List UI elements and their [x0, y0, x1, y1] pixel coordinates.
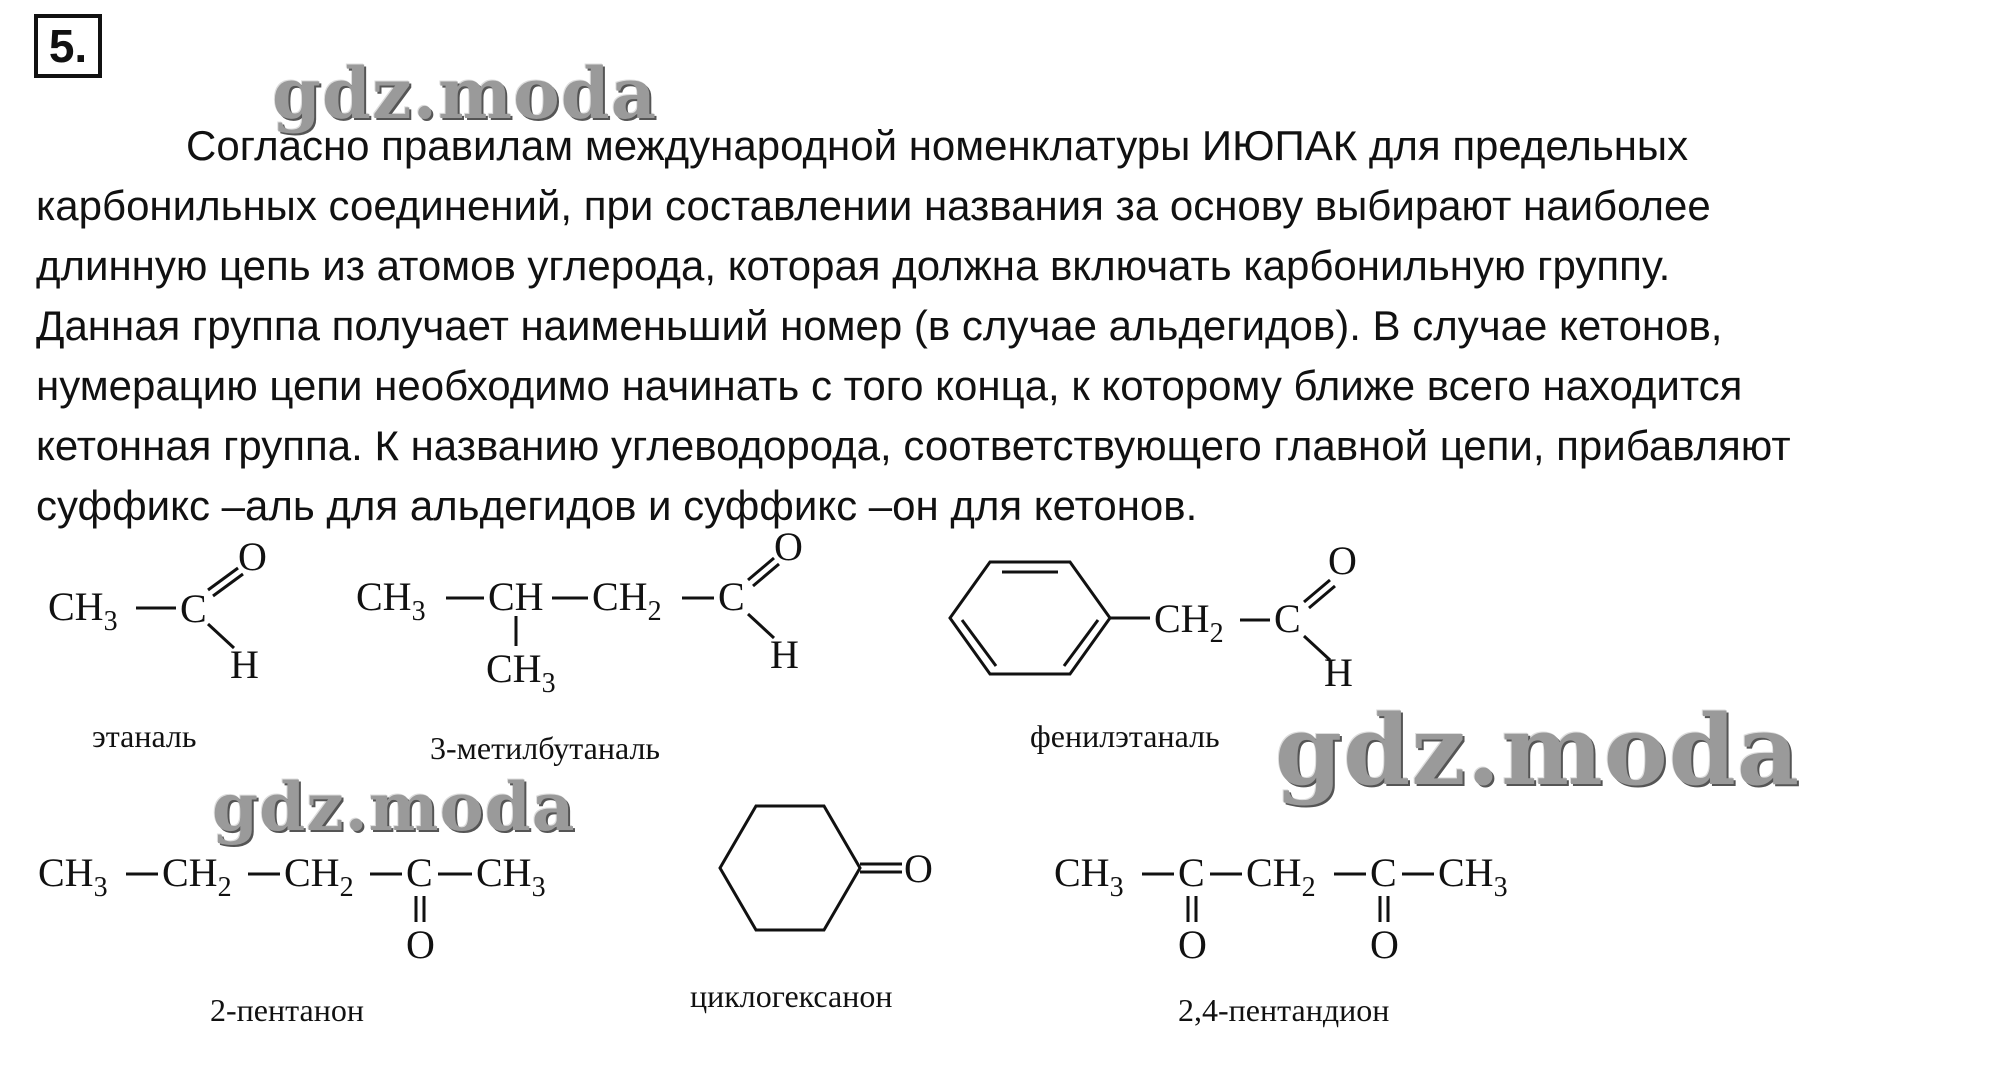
svg-text:O: O — [1370, 922, 1399, 967]
svg-text:H: H — [770, 632, 799, 677]
svg-text:CH2: $CH_2$ — [592, 574, 662, 627]
compound-name: этаналь — [92, 718, 197, 754]
3-methylbutanal-structure — [356, 524, 856, 710]
svg-text:CH2: $CH_2$ — [1154, 596, 1224, 649]
watermark-left: gdz.moda — [212, 768, 576, 846]
watermark-top: gdz.moda — [272, 52, 658, 135]
svg-text:O: O — [406, 922, 435, 967]
svg-text:CH3: $CH_3$ — [48, 584, 118, 637]
svg-text:O: O — [904, 846, 933, 891]
2-pentanone-structure — [38, 842, 578, 972]
svg-text:C: C — [1178, 850, 1205, 895]
watermark-right: gdz.moda — [1275, 694, 1801, 807]
paragraph-line: карбонильных соединений, при составлении названия за основу выбирают наиболее — [36, 182, 1711, 229]
svg-text:CH2: $CH_2$ — [1246, 850, 1316, 903]
svg-text:C: C — [180, 586, 207, 631]
paragraph-line: кетонная группа. К названию углеводорода, соответствующего главной цепи, прибавляют — [36, 422, 1791, 469]
compound-name: 3-метилбутаналь — [430, 730, 660, 766]
svg-text:O: O — [1328, 538, 1357, 583]
svg-text:CH2: $CH_2$ — [162, 850, 232, 903]
svg-text:C: C — [406, 850, 433, 895]
svg-text:CH3: $CH_3$ — [476, 850, 546, 903]
svg-text:H: H — [1324, 650, 1353, 695]
svg-text:C: C — [1274, 596, 1301, 641]
ethanal-structure — [48, 534, 288, 690]
svg-text:CH: CH — [488, 574, 544, 619]
svg-text:CH3: $CH_3$ — [1438, 850, 1508, 903]
svg-text:C: C — [718, 574, 745, 619]
phenylethanal-structure — [910, 538, 1357, 695]
task-number: 5. — [34, 14, 102, 78]
svg-text:H: H — [230, 642, 259, 687]
2,4-pentanedione-structure — [1054, 842, 1574, 972]
paragraph-line: нумерацию цепи необходимо начинать с того конца, к которому ближе всего находится — [36, 362, 1743, 409]
compound-name: 2-пентанон — [210, 992, 364, 1028]
paragraph-line: длинную цепь из атомов углерода, которая должна включать карбонильную группу. — [36, 242, 1671, 289]
paragraph-line: Данная группа получает наименьший номер (в случае альдегидов). В случае кетонов, — [36, 302, 1723, 349]
compound-name: фенилэтаналь — [1030, 718, 1220, 754]
svg-text:O: O — [238, 534, 267, 579]
svg-text:CH3: $CH_3$ — [1054, 850, 1124, 903]
svg-text:C: C — [1370, 850, 1397, 895]
paragraph-line: суффикс –аль для альдегидов и суффикс –он для кетонов. — [36, 482, 1198, 529]
svg-text:CH3: $CH_3$ — [486, 646, 556, 699]
paragraph-line: Согласно правилам международной номенклатуры ИЮПАК для предельных — [186, 122, 1689, 169]
paragraph — [36, 116, 1986, 536]
cyclohexanone-structure — [690, 800, 950, 940]
svg-text:CH3: $CH_3$ — [356, 574, 426, 627]
compound-name: 2,4-пентандион — [1178, 992, 1390, 1028]
svg-text:O: O — [1178, 922, 1207, 967]
svg-text:CH2: $CH_2$ — [284, 850, 354, 903]
svg-text:CH3: $CH_3$ — [38, 850, 108, 903]
svg-text:O: O — [774, 524, 803, 569]
compound-name: циклогексанон — [690, 978, 893, 1014]
